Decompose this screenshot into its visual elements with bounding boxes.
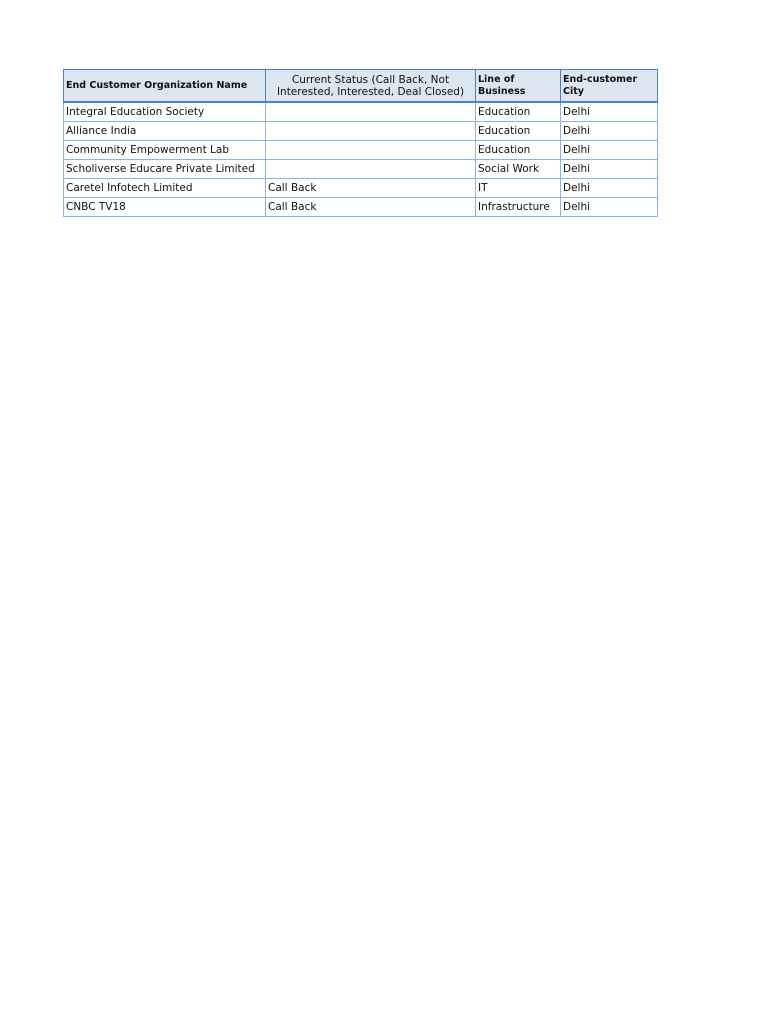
table-row bbox=[64, 141, 658, 160]
cell-organization-name: Community Empowerment Lab bbox=[64, 141, 266, 160]
cell-organization-name: Scholiverse Educare Private Limited bbox=[64, 160, 266, 179]
header-row bbox=[64, 70, 658, 103]
cell-current-status: Call Back bbox=[266, 198, 476, 217]
cell-line-of-business: Education bbox=[476, 122, 561, 141]
header-city: End-customer City bbox=[561, 70, 658, 103]
cell-current-status bbox=[266, 141, 476, 160]
cell-current-status bbox=[266, 122, 476, 141]
cell-current-status: Call Back bbox=[266, 179, 476, 198]
header-line-of-business: Line of Business bbox=[476, 70, 561, 103]
cell-current-status bbox=[266, 160, 476, 179]
cell-city: Delhi bbox=[561, 141, 658, 160]
cell-organization-name: Integral Education Society bbox=[64, 102, 266, 122]
table-row bbox=[64, 102, 658, 122]
cell-line-of-business: Social Work bbox=[476, 160, 561, 179]
cell-organization-name: Caretel Infotech Limited bbox=[64, 179, 266, 198]
cell-line-of-business: Infrastructure bbox=[476, 198, 561, 217]
cell-city: Delhi bbox=[561, 102, 658, 122]
cell-city: Delhi bbox=[561, 160, 658, 179]
cell-line-of-business: IT bbox=[476, 179, 561, 198]
cell-city: Delhi bbox=[561, 122, 658, 141]
cell-city: Delhi bbox=[561, 198, 658, 217]
cell-line-of-business: Education bbox=[476, 102, 561, 122]
header-organization-name: End Customer Organization Name bbox=[64, 70, 266, 103]
cell-current-status bbox=[266, 102, 476, 122]
cell-city: Delhi bbox=[561, 179, 658, 198]
table-row bbox=[64, 160, 658, 179]
customer-table bbox=[63, 69, 658, 217]
cell-line-of-business: Education bbox=[476, 141, 561, 160]
header-current-status: Current Status (Call Back, Not Interested, Interested, Deal Closed) bbox=[266, 70, 476, 103]
table-row bbox=[64, 198, 658, 217]
table-row bbox=[64, 179, 658, 198]
cell-organization-name: CNBC TV18 bbox=[64, 198, 266, 217]
cell-organization-name: Alliance India bbox=[64, 122, 266, 141]
table-row bbox=[64, 122, 658, 141]
